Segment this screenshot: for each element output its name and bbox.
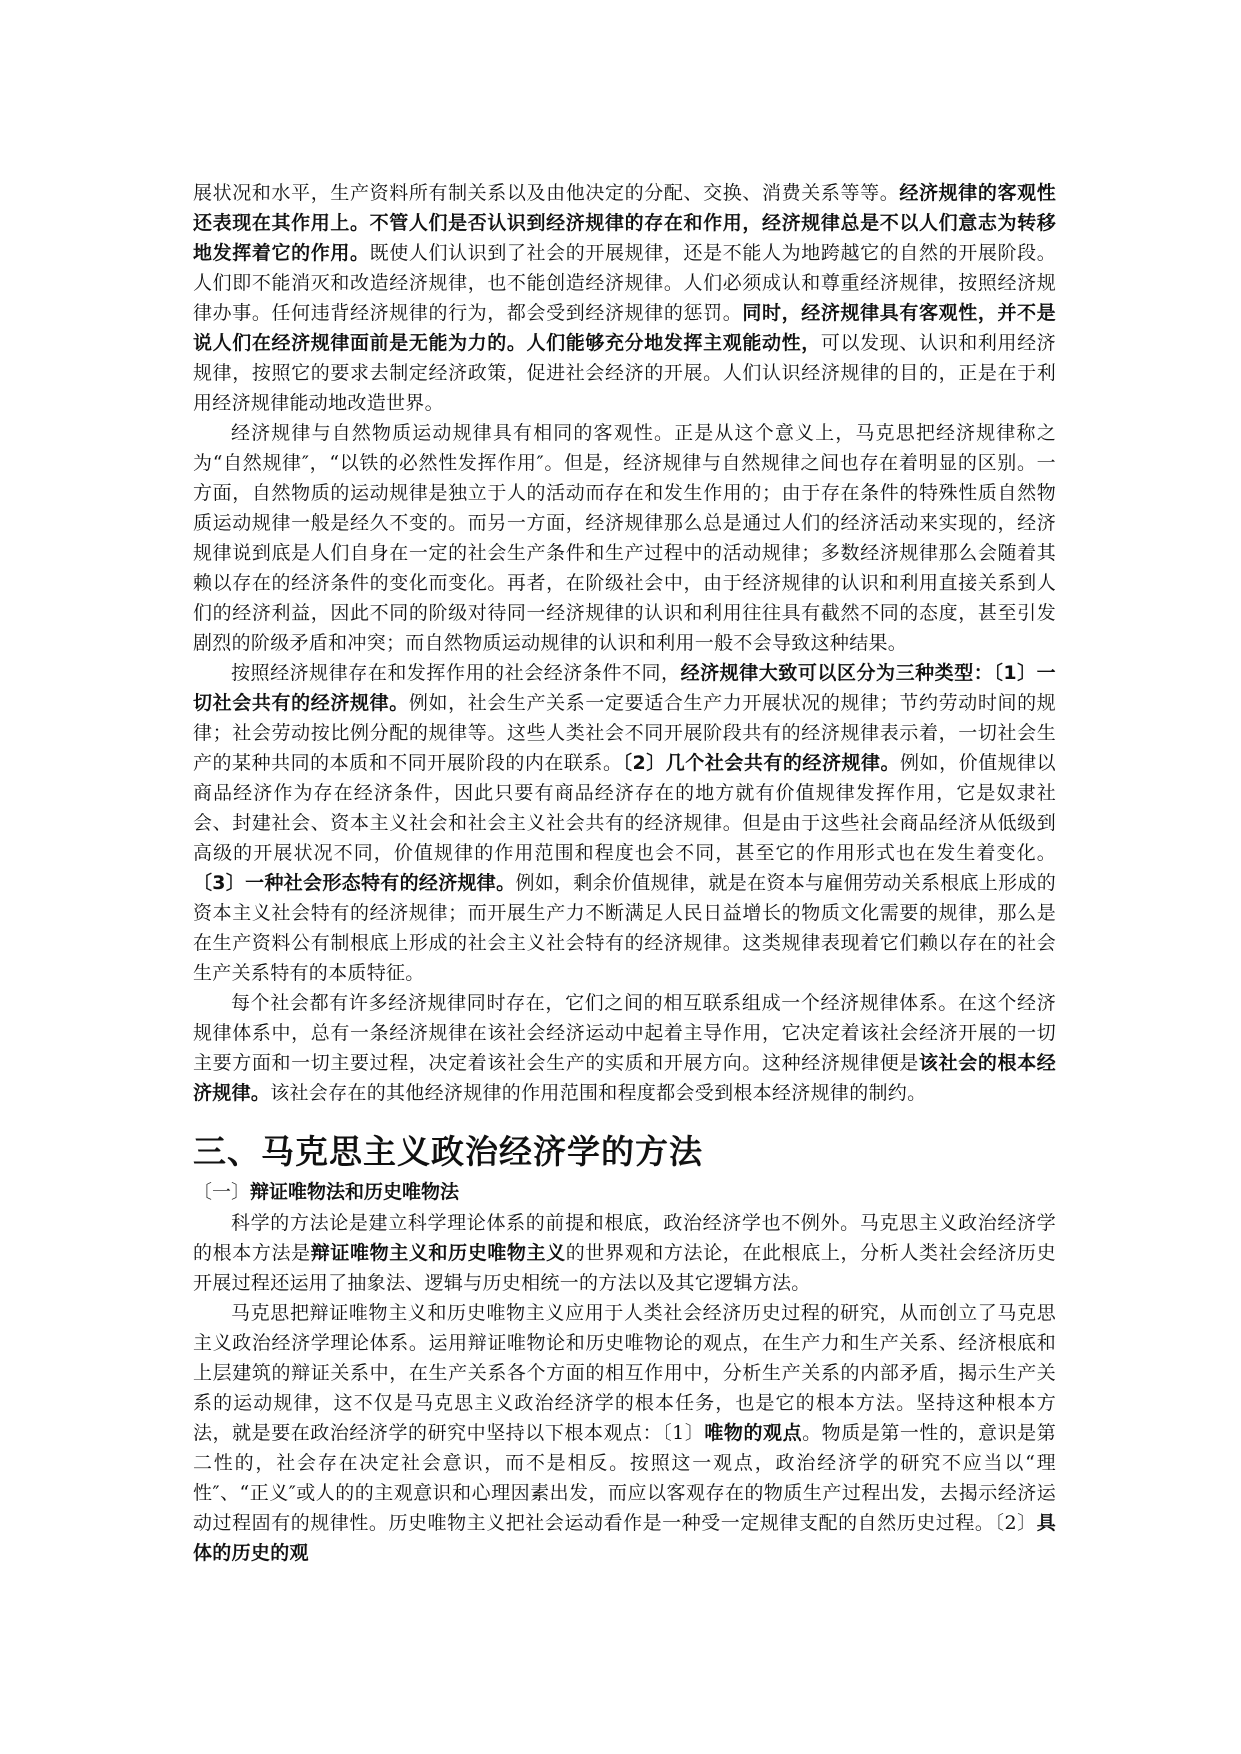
text-run: 可以发现、认识和利用经济规律，按照它的要求去制定经济政策，促进社会经济的开展。人们认识经济规律的目的，正是在于利用经济规律能动地改造世界。 <box>193 332 1056 414</box>
text-run: 。物质是第一性的，意识是第二性的，社会存在决定社会意识，而不是相反。按照这一观点，政治经济学的研究不应当以“理性″、“正义″或人的的主观意识和心理因素出发，而应以客观存在的物质生产过程出发，去揭示经济运动过程固有的规律性。历史唯物主义把社会运动看作是一种受一定规律支配的自然历史过程。〔2〕 <box>193 1422 1056 1534</box>
bold-run: 〔3〕一种社会形态特有的经济规律。 <box>193 872 516 894</box>
text-run: 的世界观和方法论，在此根底上，分析人类社会经济历史开展过程还运用了抽象法、逻辑与历史相统一的方法以及其它逻辑方法。 <box>193 1242 1056 1294</box>
text-run: 例如，社会生产关系一定要适合生产力开展状况的规律；节约劳动时间的规律；社会劳动按比例分配的规律等。这些人类社会不同开展阶段共有的经济规律表示着，一切社会生产的某种共同的本质和不同开展阶段的内在联系。 <box>193 692 1056 774</box>
section-heading: 三、马克思主义政治经济学的方法 <box>193 1132 703 1171</box>
bold-run: 经济规律大致可以区分为三种类型：〔1〕一切社会共有的经济规律。 <box>193 662 1056 714</box>
bold-run: 具体的历史的观 <box>193 1512 1056 1564</box>
text-run: 例如，剩余价值规律，就是在资本与雇佣劳动关系根底上形成的资本主义社会特有的经济规律；而开展生产力不断满足人民日益增长的物质文化需要的规律，那么是在生产资料公有制根底上形成的社会主义社会特有的经济规律。这类规律表现着它们赖以存在的社会生产关系特有的本质特征。 <box>193 872 1057 984</box>
bold-run: 〔2〕几个社会共有的经济规律。 <box>622 752 901 774</box>
paragraph-three-types <box>193 658 1056 988</box>
bold-run: 唯物的观点 <box>704 1422 803 1444</box>
text-run: 例如，价值规律以商品经济作为存在经济条件，因此只要有商品经济存在的地方就有价值规律发挥作用，它是奴隶社会、封建社会、资本主义社会和社会主义社会共有的经济规律。但是由于这些社会商品经济从低级到高级的开展状况不同，价值规律的作用范围和程度也会不同，甚至它的作用形式也在发生着变化。 <box>193 752 1056 864</box>
bold-run: 经济规律的客观性还表现在其作用上。不管人们是否认识到经济规律的存在和作用，经济规律总是不以人们意志为转移地发挥着它的作用。 <box>193 182 1056 264</box>
text-run: 马克思把辩证唯物主义和历史唯物主义应用于人类社会经济历史过程的研究，从而创立了马克思主义政治经济学理论体系。运用辩证唯物论和历史唯物论的观点，在生产力和生产关系、经济根底和上层建筑的辩证关系中，在生产关系各个方面的相互作用中，分析生产关系的内部矛盾，揭示生产关系的运动规律，这不仅是马克思主义政治经济学的根本任务，也是它的根本方法。坚持这种根本方法，就是要在政治经济学的研究中坚持以下根本观点：〔1〕 <box>193 1302 1056 1444</box>
paragraph-objectivity <box>193 178 1056 418</box>
paragraph-natural-law-comparison <box>193 418 1056 658</box>
bold-run: 同时，经济规律具有客观性，并不是说人们在经济规律面前是无能为力的。人们能够充分地发挥主观能动性， <box>193 302 1056 354</box>
text-run: 每个社会都有许多经济规律同时存在，它们之间的相互联系组成一个经济规律体系。在这个经济规律体系中，总有一条经济规律在该社会经济运动中起着主导作用，它决定着该社会经济开展的一切主要方面和一切主要过程，决定着该社会生产的实质和开展方向。这种经济规律便是 <box>193 992 1056 1074</box>
bold-run: 该社会的根本经济规律。 <box>193 1052 1056 1104</box>
subsection-number: 〔一〕 <box>193 1181 251 1203</box>
paragraph-fundamental-law <box>193 988 1056 1108</box>
paragraph-methodology <box>193 1208 1056 1298</box>
text-run: 按照经济规律存在和发挥作用的社会经济条件不同， <box>231 662 681 684</box>
subsection-title: 辩证唯物法和历史唯物法 <box>250 1181 460 1203</box>
text-run: 展状况和水平，生产资料所有制关系以及由他决定的分配、交换、消费关系等等。 <box>193 182 900 204</box>
bold-run: 辩证唯物主义和历史唯物主义 <box>310 1242 566 1264</box>
paragraph-materialism <box>193 1298 1056 1568</box>
text-run: 科学的方法论是建立科学理论体系的前提和根底，政治经济学也不例外。马克思主义政治经济学的根本方法是 <box>193 1212 1056 1264</box>
text-run: 经济规律与自然物质运动规律具有相同的客观性。正是从这个意义上，马克思把经济规律称之为“自然规律″，“以铁的必然性发挥作用″。但是，经济规律与自然规律之间也存在着明显的区别。一方面，自然物质的运动规律是独立于人的活动而存在和发生作用的；由于存在条件的特殊性质自然物质运动规律一般是经久不变的。而另一方面，经济规律那么总是通过人们的经济活动来实现的，经济规律说到底是人们自身在一定的社会生产条件和生产过程中的活动规律；多数经济规律那么会随着其赖以存在的经济条件的变化而变化。再者，在阶级社会中，由于经济规律的认识和利用直接关系到人们的经济利益，因此不同的阶级对待同一经济规律的认识和利用往往具有截然不同的态度，甚至引发剧烈的阶级矛盾和冲突；而自然物质运动规律的认识和利用一般不会导致这种结果。 <box>193 422 1056 654</box>
text-run: 该社会存在的其他经济规律的作用范围和程度都会受到根本经济规律的制约。 <box>270 1082 927 1104</box>
subsection-heading <box>193 1178 1056 1206</box>
text-run: 既使人们认识到了社会的开展规律，还是不能人为地跨越它的自然的开展阶段。人们即不能消灭和改造经济规律，也不能创造经济规律。人们必须成认和尊重经济规律，按照经济规律办事。任何违背经济规律的行为，都会受到经济规律的惩罚。 <box>193 242 1056 324</box>
